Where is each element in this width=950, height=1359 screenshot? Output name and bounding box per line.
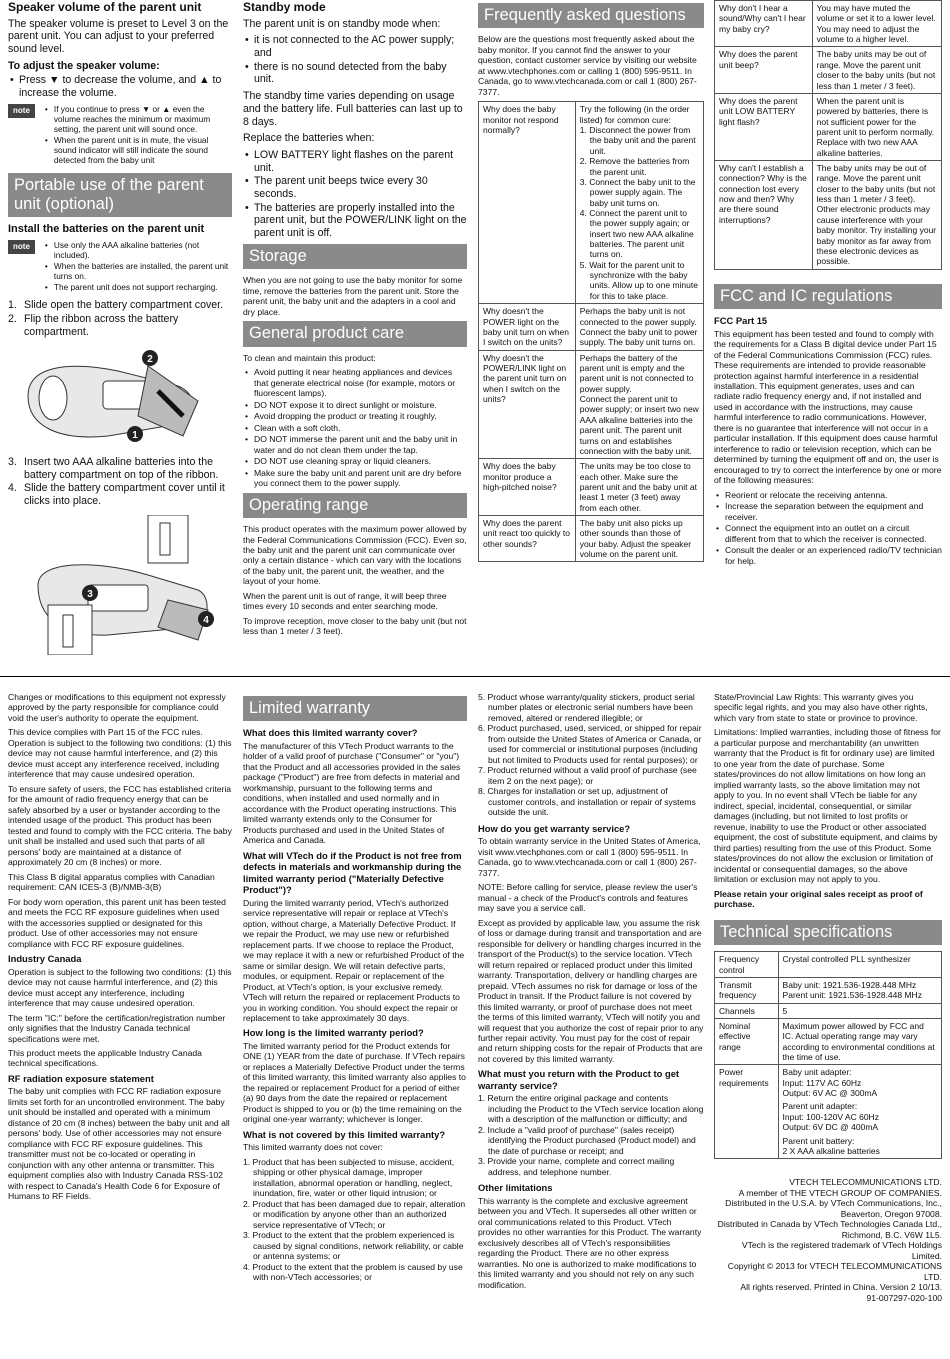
replace-batteries-text: Replace the batteries when: xyxy=(243,132,375,145)
faq-question: Why does the parent unit beep? xyxy=(715,47,813,93)
fcc-changes-text: Changes or modifications to this equipment not expressly approved by the party responsible for compliance could void the user's authority to operate the equipment. xyxy=(8,692,226,723)
note-volume-item: • If you continue to press ▼ or ▲ even the volume reaches the minimum or maximum setting, the parent unit will sound once. xyxy=(43,104,232,134)
bottom-column-1 xyxy=(8,692,232,1356)
standby-time-text: The standby time varies depending on usage and the battery life. Full batteries can last up to 8 days. xyxy=(243,90,463,128)
spec-value: Baby unit adapter: Input: 117V AC 60Hz Output: 6V AC @ 300mA Parent unit adapter: Input: 100-120V AC 60Hz Output: 6V DC @ 400mA Parent unit battery: 2 X AAA alkaline batteries xyxy=(778,1065,941,1159)
faq-question: Why don't I hear a sound/Why can't I hear my baby cry? xyxy=(715,1,813,47)
list-item: 6. Product purchased, used, serviced, or shipped for repair from outside the United States of America or Canada, or used for commercial or institutional purposes (including but not limited to Products used for rental purposes); or xyxy=(478,723,702,765)
industry-canada-heading: Industry Canada xyxy=(8,953,82,965)
note-battery-item: • The parent unit does not support recharging. xyxy=(43,282,232,292)
note-badge: note xyxy=(8,240,35,254)
company-info: VTECH TELECOMMUNICATIONS LTD. A member of THE VTECH GROUP OF COMPANIES. Distributed in the U.S.A. by VTech Communications, Inc., Beaverton, Oregon 97008. Distributed in Canada by VTech Technologies Canada Ltd., Richmond, B.C. V6W 1L5. VTech is the registered trademark of VTech Holdings Limited. Copyright © 2013 for VTECH TELECOMMUNICATIONS LTD. All rights reserved. Printed in China. Version 2 10/13. 91-007297-020-100 xyxy=(717,1177,942,1303)
table-row xyxy=(479,304,704,350)
fcc-item: • Consult the dealer or an experienced radio/TV technician for help. xyxy=(714,545,942,566)
warranty-transit-text: Except as provided by applicable law, you assume the risk of loss or damage during transit and transportation and are responsible for delivery or handling charges incurred in the transport of the Product(s) to the service location. VTech will return repaired or replaced product under this limited warranty. Transportation, delivery or handling charges are prepaid. VTech assumes no risk for damage or loss of the Product in transit. If the Product failure is not covered by this limited warranty, or proof of purchase does not meet the terms of this limited warranty, VTech will notify you and will request that you authorize the cost of repair prior to any further repair activity. You must pay for the cost of repair and return shipping costs for the repair of Products that are not covered by this limited warranty. xyxy=(478,917,704,1064)
bottom-column-2 xyxy=(243,692,467,1356)
faq-answer: Try the following (in the order listed) for common cure: 1. Disconnect the power from the baby unit and the parent unit. 2. Remove the batteries from the parent unit. 3. Connect the baby unit to the power supply again. The baby unit turns on. 4. Connect the parent unit to the power supply again; or insert two new AAA alkaline batteries. The parent unit turns on. 5. Wait for the parent unit to synchronize with the baby units. Allow up to one minute for this to take place. xyxy=(575,102,703,304)
care-item: • DO NOT use cleaning spray or liquid cleaners. xyxy=(243,456,467,466)
faq-question: Why doesn't the POWER/LINK light on the parent unit turn on when I switch on the units? xyxy=(479,350,576,459)
column-3 xyxy=(478,0,704,672)
note-battery-item: • Use only the AAA alkaline batteries (not included). xyxy=(43,240,232,260)
faq-question: Why doesn't the POWER light on the baby unit turn on when I switch on the units? xyxy=(479,304,576,350)
column-2 xyxy=(243,0,467,672)
warranty-cover-heading: What does this limited warranty cover? xyxy=(243,727,418,739)
law-rights-text: State/Provincial Law Rights: This warranty gives you specific legal rights, and you may also have other rights, which vary from state to state or province to province. xyxy=(714,692,928,723)
faq-table xyxy=(478,101,704,562)
svg-text:3: 3 xyxy=(87,588,93,600)
ic-specs-text: This product meets the applicable Industry Canada technical specifications. xyxy=(8,1048,202,1069)
faq-answer: When the parent unit is powered by batteries, there is not sufficient power for the parent unit to perform normally. Replace with two new AAA alkaline batteries. xyxy=(812,93,941,160)
retain-receipt-text: Please retain your original sales receipt as proof of purchase. xyxy=(714,888,923,910)
note-volume-item: • When the parent unit is in mute, the visual sound indicator will still indicate the sound detected from the baby unit xyxy=(43,135,232,165)
table-row xyxy=(479,350,704,459)
faq-question: Why does the baby monitor not respond normally? xyxy=(479,102,576,304)
svg-text:2: 2 xyxy=(147,353,153,365)
step-4: 4. Slide the battery compartment cover until it clicks into place. xyxy=(8,482,225,508)
list-item: 3. Product to the extent that the problem experienced is caused by signal conditions, network reliability, or cable or antenna systems; or xyxy=(243,1230,464,1262)
ic-conditions-text: Operation is subject to the following two conditions: (1) this device may not cause harmful interference, and (2) this device must accept any interference, including interference that may cause undesired operation. xyxy=(8,966,232,1009)
warranty-service-heading: How do you get warranty service? xyxy=(478,822,631,834)
spec-value: Maximum power allowed by FCC and IC. Actual operating range may vary according to environmental conditions at the time of use. xyxy=(778,1018,941,1064)
warranty-period-heading: How long is the limited warranty period? xyxy=(243,1027,424,1039)
care-item: • Make sure the baby unit and parent unit are dry before you connect them to the power supply. xyxy=(243,468,467,489)
range-text-2: When the parent unit is out of range, it will beep three times every 10 seconds and enter searching mode. xyxy=(243,590,447,612)
speaker-volume-heading: Speaker volume of the parent unit xyxy=(8,0,202,14)
storage-text: When you are not going to use the baby monitor for some time, remove the batteries from the parent unit. Store the parent unit, the baby unit and the adapters in a cool and dry place. xyxy=(243,275,463,317)
other-limitations-heading: Other limitations xyxy=(478,1182,553,1194)
spec-key: Frequency control xyxy=(715,952,779,978)
replace-item: • The parent unit beeps twice every 30 seconds. xyxy=(243,175,467,200)
install-batteries-heading: Install the batteries on the parent unit xyxy=(8,223,205,236)
standby-text: The parent unit is on standby mode when: xyxy=(243,17,441,30)
bottom-column-3 xyxy=(478,692,704,1356)
faq-heading: Frequently asked questions xyxy=(478,3,704,28)
note-volume xyxy=(8,104,232,167)
limitations-text: Limitations: Implied warranties, including those of fitness for a particular purpose and merchantability (an unwritten warranty that the Product is fit for ordinary use) are limited to one year from the date of purchase. Some states/provinces do not allow limitations on how long an implied warranty lasts, so the above limitation may not apply to you. In no event shall VTech be liable for any indirect, special, incidental, consequential, or similar damages (including, but not limited to lost profits or revenue, inability to use the Product or other associated equipment, the cost of substitute equipment, and claims by third parties) resulting from the use of this Product. Some states/provinces do not allow the exclusion or limitation of incidental or consequential damages, so the above limitation or exclusion may not apply to you. xyxy=(714,727,941,885)
faq-answer: The baby units may be out of range. Move the parent unit closer to the baby units (but not less than 1 meter / 3 feet). Other electronic products may cause interference with your baby monitor. Try installing your baby monitor as far away from these electronic devices as possible. xyxy=(812,161,941,270)
faq-question: Why does the parent unit react too quickly to other sounds? xyxy=(479,516,576,562)
specs-table xyxy=(714,951,942,1159)
warranty-return-heading: What must you return with the Product to get warranty service? xyxy=(478,1068,680,1091)
limited-warranty-heading: Limited warranty xyxy=(243,696,467,721)
list-item: 1. Product that has been subjected to misuse, accident, shipping or other physical damage, improper installation, abnormal operation or handling, neglect, inundation, fire, water or other liquid intrusion; or xyxy=(243,1156,455,1199)
svg-text:4: 4 xyxy=(203,614,209,626)
column-1 xyxy=(8,0,232,672)
range-text-3: To improve reception, move closer to the baby unit (but not less than 1 meter / 3 feet). xyxy=(243,615,467,637)
fcc-part15-text: This device complies with Part 15 of the FCC rules. Operation is subject to the following two conditions: (1) this device may not cause harmful interference, and (2) this device must accept any interference received, including interference that may cause undesired operation. xyxy=(8,727,232,780)
fcc-item: • Reorient or relocate the receiving antenna. xyxy=(714,490,942,500)
list-item: 2. Include a "valid proof of purchase" (sales receipt) identifying the Product purchased (Product model) and the date of purchase or receipt; and xyxy=(478,1124,696,1156)
portable-use-heading: Portable use of the parent unit (optional) xyxy=(8,173,232,218)
care-item: • DO NOT expose it to direct sunlight or moisture. xyxy=(243,400,467,410)
spec-key: Power requirements xyxy=(715,1065,779,1159)
fcc-part-heading: FCC Part 15 xyxy=(714,315,768,327)
care-item: • Avoid putting it near heating appliances and devices that generate electrical noise (for example, motors or fluorescent lamps). xyxy=(243,367,467,398)
table-row xyxy=(715,977,942,1003)
spec-key: Nominal effective range xyxy=(715,1018,779,1064)
faq-answer: You may have muted the volume or set it to a lower level. You may need to adjust the volume to a higher level. xyxy=(812,1,941,47)
warranty-defect-text: During the limited warranty period, VTech's authorized service representative will repair or replace at VTech's option, without charge, a Materially Defective Product. If we repair the Product, we may use new or refurbished replacement parts. If we choose to replace the Product, we may replace it with a new or refurbished Product of the same or similar design. We will retain defective parts, modules, or equipment. Repair or replacement of the Product, at VTech's option, is your exclusive remedy. VTech will return the repaired or replacement Products to you in working condition. You should expect the repair or replacement to take approximately 30 days. xyxy=(243,897,465,1023)
care-item: • DO NOT immerse the parent unit and the baby unit in water and do not clean them under the tap. xyxy=(243,434,467,455)
svg-text:1: 1 xyxy=(132,429,138,441)
step-3: 3. Insert two AAA alkaline batteries into the battery compartment on top of the ribbon. xyxy=(8,455,219,481)
step-2: 2. Flip the ribbon across the battery compartment. xyxy=(8,313,179,338)
warranty-note-text: NOTE: Before calling for service, please review the user's manual - a check of the Product's controls and features may save you a service call. xyxy=(478,882,698,914)
rf-exposure-text: The baby unit complies with FCC RF radiation exposure limits set forth for an uncontrolled environment. The baby unit should be installed and operated with a minimum distance of 20 cm (8 inches) between the baby unit and all persons' body. Use of other accessories may not ensure compliance with FCC RF exposure guidelines. This transmitter must not be co-located or operating in conjunction with any other antenna or transmitter. This equipment complies also with Industry Canada RSS-102 with respect to Canada's Health Code 6 for Exposure of Humans to RF Fields. xyxy=(8,1086,230,1202)
other-limitations-text: This warranty is the complete and exclusive agreement between you and VTech. It supersedes all other written or oral communications related to this Product. VTech provides no other warranties for this Product. The warranty exclusively describes all of VTech's responsibilities regarding the Product. There are no other express warranties. No one is authorized to make modifications to this limited warranty and you should not rely on any such modification. xyxy=(478,1195,702,1290)
table-row xyxy=(715,1018,942,1064)
faq-answer: The baby units may be out of range. Move the parent unit closer to the baby units (but not less than 1 meter / 3 feet). xyxy=(812,47,941,93)
battery-insert-illustration xyxy=(8,515,218,655)
bottom-column-4 xyxy=(714,692,942,1356)
adjust-volume-item: • Press ▼ to decrease the volume, and ▲ to increase the volume. xyxy=(8,74,232,99)
faq-question: Why does the baby monitor produce a high-pitched noise? xyxy=(479,459,576,516)
range-text-1: This product operates with the maximum power allowed by the Federal Communications Commission (FCC). Even so, the baby unit and the parent unit can communicate over only a certain distance - which can vary with the locations of the baby unit, the parent unit, the weather, and the layout of your home. xyxy=(243,524,467,587)
step-1: 1. Slide open the battery compartment cover. xyxy=(8,299,224,312)
faq-intro: Below are the questions most frequently asked about the baby monitor. If you cannot find the answer to your question, contact customer service by visiting our website at www.vtechphones.com or calling 1 (800) 595-9511. In Canada, go to www.vtechcanada.com or call 1 (800) 267-7377. xyxy=(478,34,697,97)
standby-item: • there is no sound detected from the baby unit. xyxy=(243,61,467,86)
fcc-text: This equipment has been tested and found to comply with the requirements for a Class B digital device under Part 15 of the Federal Communications Commission (FCC) rules. These requirements are intended to provide reasonable protection against harmful interference in a residential installation. This equipment generates, uses and can radiate radio frequency energy and, if not installed and used in accordance with the instructions, may cause harmful interference to radio communications. However, there is no guarantee that interference will not occur in a particular installation. If this equipment does cause harmful interference to radio or television reception, which can be determined by turning the equipment off and on, the user is encouraged to try to correct the interference by one or more of the following measures: xyxy=(714,328,942,486)
operating-range-heading: Operating range xyxy=(243,493,467,518)
class-b-text: This Class B digital apparatus complies with Canadian requirement: CAN ICES-3 (B)/NMB-3(B) xyxy=(8,871,215,893)
technical-specs-heading: Technical specifications xyxy=(714,920,942,945)
faq-question: Why can't I establish a connection? Why is the connection lost every now and then? Why are there sound interruptions? xyxy=(715,161,813,270)
faq-question: Why does the parent unit LOW BATTERY light flash? xyxy=(715,93,813,160)
note-battery-item: • When the batteries are installed, the parent unit turns on. xyxy=(43,261,232,281)
table-row xyxy=(479,102,704,304)
spec-value: Baby unit: 1921.536-1928.448 MHz Parent unit: 1921.536-1928.448 MHz xyxy=(778,977,941,1003)
storage-heading: Storage xyxy=(243,244,467,269)
list-item: 3. Provide your name, complete and correct mailing address, and telephone number. xyxy=(478,1156,675,1177)
note-badge: note xyxy=(8,104,35,118)
column-4 xyxy=(714,0,942,672)
speaker-volume-text: The speaker volume is preset to Level 3 on the parent unit. You can adjust to your preferred sound level. xyxy=(8,17,229,56)
note-batteries xyxy=(8,240,232,294)
table-row xyxy=(715,1,942,47)
care-text: To clean and maintain this product: xyxy=(243,352,376,363)
standby-heading: Standby mode xyxy=(243,0,326,14)
care-item: • Clean with a soft cloth. xyxy=(243,423,467,433)
table-row xyxy=(715,161,942,270)
warranty-period-text: The limited warranty period for the Product extends for ONE (1) YEAR from the date of purchase. If VTech repairs or replaces a Materially Defective Product under the terms of this limited warranty, this limited warranty also applies to the repaired or replacement Product for a period of either (a) 90 days from the date the repaired or replacement Product is shipped to you or (b) the time remaining on the original one-year warranty; whichever is longer. xyxy=(243,1040,466,1125)
faq-table-continued xyxy=(714,0,942,270)
table-row xyxy=(715,47,942,93)
table-row xyxy=(715,1003,942,1018)
spec-key: Channels xyxy=(715,1003,779,1018)
list-item: 8. Charges for installation or set up, adjustment of customer controls, and installation or repair of systems outside the unit. xyxy=(478,786,696,818)
warranty-defect-heading: What will VTech do if the Product is not free from defects in materials and workmanship during the limited warranty period ("Materially Defective Product")? xyxy=(243,849,462,896)
faq-answer: Perhaps the battery of the parent unit is empty and the parent unit is not connected to power supply. Connect the parent unit to power supply; or insert two new AAA alkaline batteries into the parent unit. The parent unit turns on and establishes connection with the baby unit. xyxy=(575,350,703,459)
table-row xyxy=(715,93,942,160)
replace-item: • The batteries are properly installed into the parent unit, but the POWER/LINK light on the parent unit is off. xyxy=(243,202,467,240)
spec-key: Transmit frequency xyxy=(715,977,779,1003)
table-row xyxy=(479,459,704,516)
warranty-not-covered-text: This limited warranty does not cover: xyxy=(243,1142,383,1153)
list-item: 4. Product to the extent that the problem is caused by use with non-VTech accessories; or xyxy=(243,1261,463,1283)
battery-cover-illustration xyxy=(8,346,218,446)
list-item: 7. Product returned without a valid proof of purchase (see item 2 on the next page); or xyxy=(478,765,697,786)
fcc-item: • Connect the equipment into an outlet on a circuit different from that to which the receiver is connected. xyxy=(714,523,942,544)
body-worn-text: For body worn operation, this parent unit has been tested and meets the FCC RF exposure guidelines when used with the accessories supplied or designated for this product. Use of other accessories may not ensure compliance with FCC RF exposure guidelines. xyxy=(8,896,226,949)
list-item: 5. Product whose warranty/quality stickers, product serial number plates or electronic serial numbers have been removed, altered or rendered illegible; or xyxy=(478,692,695,723)
table-row xyxy=(715,952,942,978)
list-item: 2. Product that has been damaged due to repair, alteration or modification by anyone other than an authorized service representative of VTech; or xyxy=(243,1198,466,1230)
faq-answer: Perhaps the baby unit is not connected to the power supply. Connect the baby unit to power supply. The baby unit turns on. xyxy=(575,304,703,350)
rf-criteria-text: To ensure safety of users, the FCC has established criteria for the amount of radio frequency energy that can be safely absorbed by a user or bystander according to the intended usage of the product. This product has been tested and found to comply with the FCC criteria. The baby unit shall be installed and used such that parts of all persons' body are maintained at a distance of approximately 20 cm (8 inches) or more. xyxy=(8,783,232,868)
care-item: • Avoid dropping the product or treating it roughly. xyxy=(243,411,467,421)
adjust-volume-heading: To adjust the speaker volume: xyxy=(8,59,160,72)
table-row xyxy=(715,1065,942,1159)
warranty-not-covered-heading: What is not covered by this limited warranty? xyxy=(243,1128,446,1140)
page-divider xyxy=(0,676,950,677)
fcc-item: • Increase the separation between the equipment and receiver. xyxy=(714,501,942,522)
faq-answer: The units may be too close to each other. Make sure the parent unit and the baby unit at least 1 meter (3 feet) away from each other. xyxy=(575,459,703,516)
faq-answer: The baby unit also picks up other sounds than those of your baby. Adjust the speaker volume on the parent unit. xyxy=(575,516,703,562)
warranty-service-text: To obtain warranty service in the United States of America, visit www.vtechphones.com or call 1 (800) 595-9511. In Canada, go to www.vtechcanada.com or call 1 (800) 267-7377. xyxy=(478,836,701,878)
standby-item: • it is not connected to the AC power supply; and xyxy=(243,34,467,59)
warranty-cover-text: The manufacturer of this VTech Product warrants to the holder of a valid proof of purchase ("Consumer" or "you") that the Product and all accessories provided in the sales package ("Product") are free from defects in material and workmanship, pursuant to the following terms and conditions, when installed and used normally and in accordance with the Product operating instructions. This limited warranty extends only to the Consumer for Products purchased and used in the United States of America and Canada. xyxy=(243,740,461,846)
fcc-heading: FCC and IC regulations xyxy=(714,284,942,309)
spec-value: Crystal controlled PLL synthesizer xyxy=(778,952,941,978)
table-row xyxy=(479,516,704,562)
ic-term-text: The term "IC:" before the certification/registration number only signifies that the Industry Canada technical specifications were met. xyxy=(8,1012,226,1044)
list-item: 1. Return the entire original package and contents including the Product to the VTech service location along with a description of the malfunction or difficulty; and xyxy=(478,1093,704,1125)
rf-exposure-heading: RF radiation exposure statement xyxy=(8,1072,154,1084)
general-care-heading: General product care xyxy=(243,321,467,346)
spec-value: 5 xyxy=(778,1003,941,1018)
replace-item: • LOW BATTERY light flashes on the parent unit. xyxy=(243,149,467,174)
